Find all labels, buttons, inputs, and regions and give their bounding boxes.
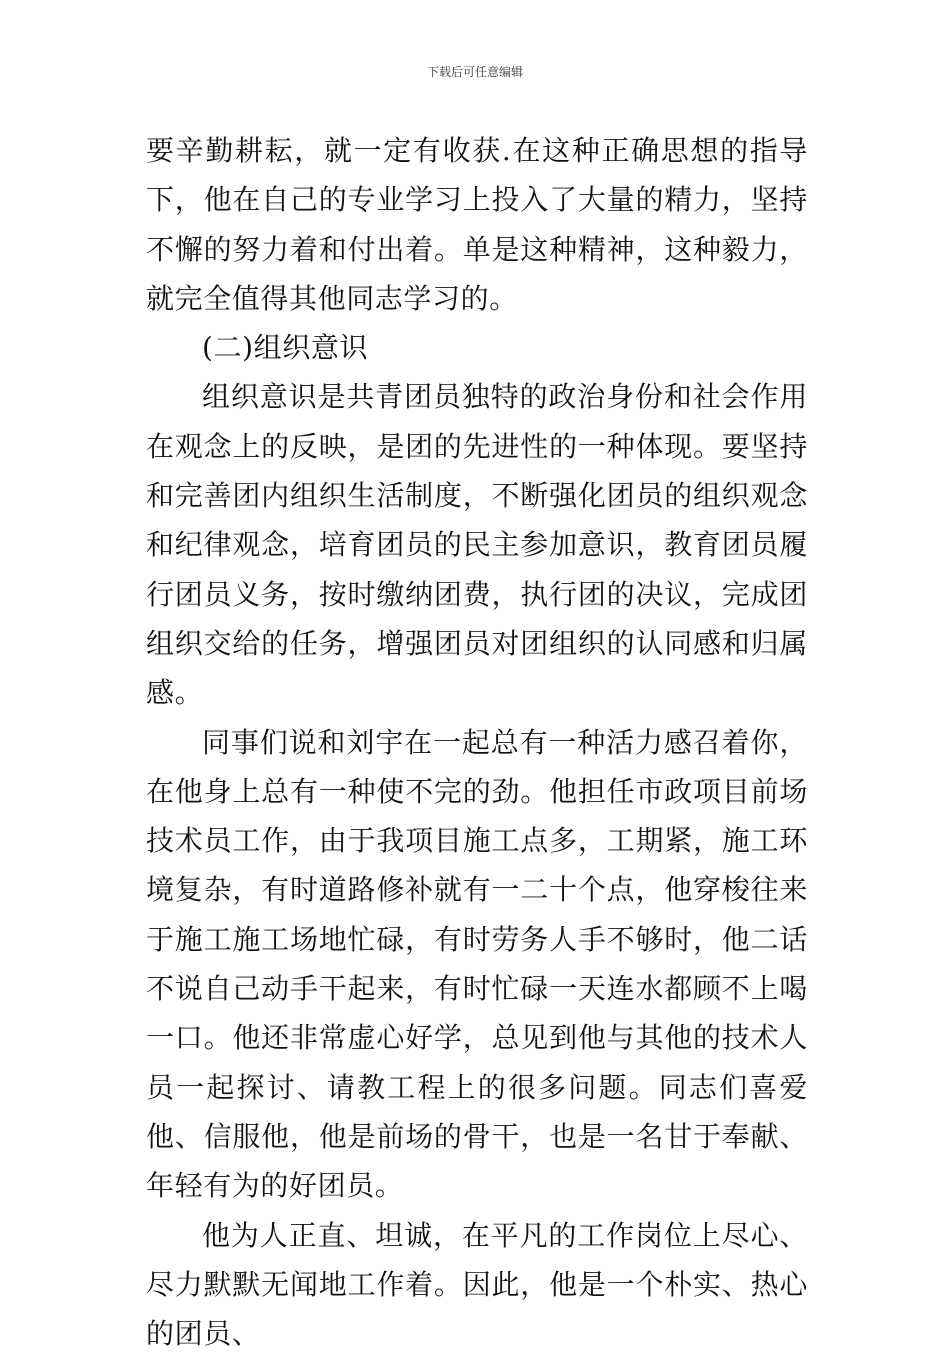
document-body [146, 126, 808, 1358]
page-header: 下载后可任意编辑 [426, 65, 523, 79]
paragraph-character: 他为人正直、坦诚，在平凡的工作岗位上尽心、尽力默默无闻地工作着。因此，他是一个朴实、热心的团员、 [146, 1218, 808, 1351]
paragraph-continuation: 要辛勤耕耘，就一定有收获.在这种正确思想的指导下，他在自己的专业学习上投入了大量的精力，坚持不懈的努力着和付出着。单是这种精神，这种毅力，就完全值得其他同志学习的。 [146, 134, 808, 315]
paragraph-organization-awareness: 组织意识是共青团员独特的政治身份和社会作用在观念上的反映，是团的先进性的一种体现。要坚持和完善团内组织生活制度，不断强化团员的组织观念和纪律观念，培育团员的民主参加意识，教育团员履行团员义务，按时缴纳团费，执行团的决议，完成团组织交给的任务，增强团员对团组织的认同感和归属感。 [146, 380, 808, 710]
section-heading: (二)组织意识 [202, 331, 369, 365]
paragraph-colleagues: 同事们说和刘宇在一起总有一种活力感召着你，在他身上总有一种使不完的劲。他担任市政项目前场技术员工作，由于我项目施工点多，工期紧，施工环境复杂，有时道路修补就有一二十个点，他穿梭往来于施工施工场地忙碌，有时劳务人手不够时，他二话不说自己动手干起来，有时忙碌一天连水都顾不上喝一口。他还非常虚心好学，总见到他与其他的技术人员一起探讨、请教工程上的很多问题。同志们喜爱他、信服他，他是前场的骨干，也是一名甘于奉献、年轻有为的好团员。 [146, 725, 808, 1203]
